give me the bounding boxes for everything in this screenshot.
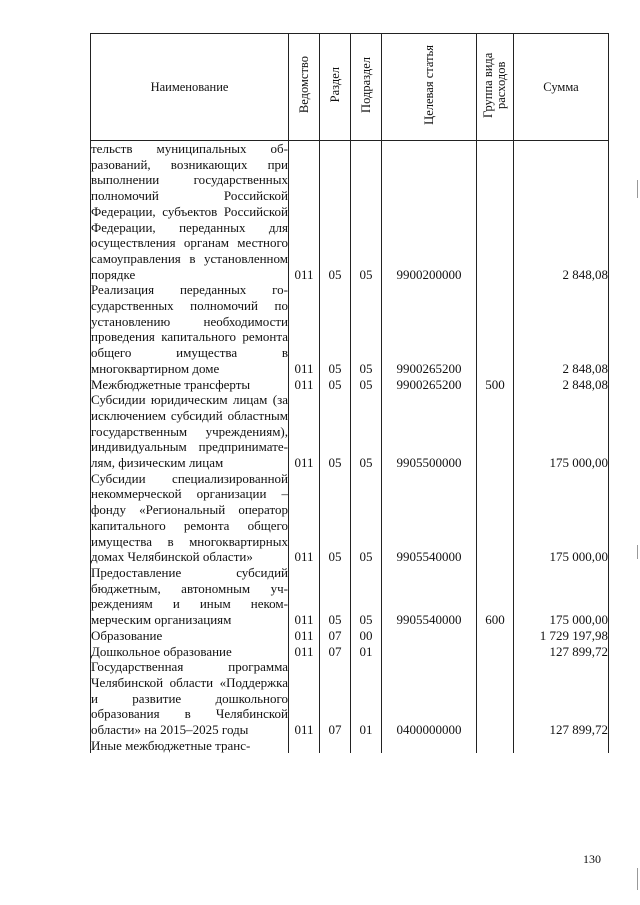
- row-sum: [514, 738, 609, 754]
- row-sum: 175 000,00: [514, 565, 609, 628]
- row-name: Субсидии специализированной некоммерческой организации – фонду «Региональный оператор капитального ремонта общего имущества в многоквартирных домах Челябинской области»: [91, 470, 288, 565]
- budget-table: [90, 33, 609, 753]
- row-target: [382, 628, 477, 644]
- row-podrazdel: 05: [351, 565, 382, 628]
- table-row: [91, 377, 609, 393]
- row-vedomstvo: 011: [289, 471, 320, 565]
- row-razdel: 07: [320, 644, 351, 660]
- row-target: 9900200000: [382, 141, 477, 283]
- row-target: 9905500000: [382, 392, 477, 471]
- row-sum: 127 899,72: [514, 644, 609, 660]
- page-number: 130: [583, 852, 601, 866]
- scan-artifact: [637, 545, 638, 559]
- row-target: 9900265200: [382, 282, 477, 376]
- row-razdel: 05: [320, 392, 351, 471]
- row-razdel: 05: [320, 377, 351, 393]
- row-vedomstvo: 011: [289, 628, 320, 644]
- row-name: Дошкольное образование: [91, 644, 289, 660]
- header-name: Наименование: [91, 34, 289, 141]
- row-sum: 2 848,08: [514, 282, 609, 376]
- row-vedomstvo: 011: [289, 141, 320, 283]
- header-group: Группа вида расходов: [477, 34, 514, 141]
- row-sum: 127 899,72: [514, 659, 609, 738]
- header-podrazdel: Подраздел: [351, 34, 382, 141]
- row-group: [477, 644, 514, 660]
- row-vedomstvo: 011: [289, 282, 320, 376]
- row-podrazdel: 01: [351, 644, 382, 660]
- row-name: тельств муниципальных образований, возникающих при выполнении государственных полномочий Российской Федерации, субъектов Российской Федерации, переданных для осуществления органам местного самоуправления в установленном порядке: [91, 141, 288, 282]
- row-podrazdel: [351, 738, 382, 754]
- row-podrazdel: 01: [351, 659, 382, 738]
- header-vedomstvo: Ведомство: [289, 34, 320, 141]
- row-group: [477, 141, 514, 283]
- row-podrazdel: 05: [351, 282, 382, 376]
- row-group: [477, 738, 514, 754]
- row-group: [477, 392, 514, 471]
- row-group: 600: [477, 565, 514, 628]
- table-row: [91, 628, 609, 644]
- row-target: [382, 644, 477, 660]
- row-podrazdel: 05: [351, 141, 382, 283]
- row-razdel: 07: [320, 628, 351, 644]
- row-name: Иные межбюджетные транс-: [91, 738, 289, 754]
- row-group: [477, 628, 514, 644]
- row-name: Субсидии юридическим лицам (за исключением субсидий областным государственным учреждениям), индивидуальным предпринимателям, физическим лицам: [91, 392, 288, 471]
- row-name: Предоставление субсидий бюджетным, автономным учреждениям и иным некоммерческим организациям: [91, 564, 288, 628]
- row-podrazdel: 00: [351, 628, 382, 644]
- row-name: Государственная программа Челябинской области «Поддержка и развитие дошкольного образования в Челябинской области» на 2015–2025 годы: [91, 659, 288, 738]
- row-target: 0400000000: [382, 659, 477, 738]
- row-vedomstvo: 011: [289, 644, 320, 660]
- row-name: Образование: [91, 628, 289, 644]
- row-target: 9905540000: [382, 565, 477, 628]
- row-sum: 1 729 197,98: [514, 628, 609, 644]
- row-podrazdel: 05: [351, 471, 382, 565]
- row-razdel: 05: [320, 282, 351, 376]
- table-row: [91, 141, 609, 283]
- row-podrazdel: 05: [351, 377, 382, 393]
- table-row: [91, 565, 609, 628]
- row-group: [477, 282, 514, 376]
- header-target: Целевая статья: [382, 34, 477, 141]
- row-sum: 175 000,00: [514, 392, 609, 471]
- scan-artifact: [637, 180, 638, 198]
- table-header-row: [91, 34, 609, 141]
- table-row: [91, 659, 609, 738]
- row-target: [382, 738, 477, 754]
- row-group: [477, 659, 514, 738]
- row-vedomstvo: 011: [289, 565, 320, 628]
- row-razdel: [320, 738, 351, 754]
- row-vedomstvo: 011: [289, 392, 320, 471]
- row-podrazdel: 05: [351, 392, 382, 471]
- row-vedomstvo: 011: [289, 659, 320, 738]
- row-sum: 2 848,08: [514, 377, 609, 393]
- scan-artifact: [637, 868, 638, 890]
- row-name: Межбюджетные трансферты: [91, 377, 289, 393]
- table-row: [91, 392, 609, 471]
- row-target: 9905540000: [382, 471, 477, 565]
- row-sum: 175 000,00: [514, 471, 609, 565]
- row-vedomstvo: [289, 738, 320, 754]
- row-sum: 2 848,08: [514, 141, 609, 283]
- row-razdel: 07: [320, 659, 351, 738]
- table-row: [91, 471, 609, 565]
- row-group: [477, 471, 514, 565]
- row-razdel: 05: [320, 141, 351, 283]
- row-target: 9900265200: [382, 377, 477, 393]
- row-name: Реализация переданных государственных полномочий по установлению необходимости проведения капитального ремонта общего имущества в многоквартирном доме: [91, 282, 288, 376]
- table-row: [91, 282, 609, 376]
- row-group: 500: [477, 377, 514, 393]
- header-sum: Сумма: [514, 34, 609, 141]
- row-razdel: 05: [320, 565, 351, 628]
- row-vedomstvo: 011: [289, 377, 320, 393]
- header-razdel: Раздел: [320, 34, 351, 141]
- table-row: [91, 644, 609, 660]
- table-row: [91, 738, 609, 754]
- row-razdel: 05: [320, 471, 351, 565]
